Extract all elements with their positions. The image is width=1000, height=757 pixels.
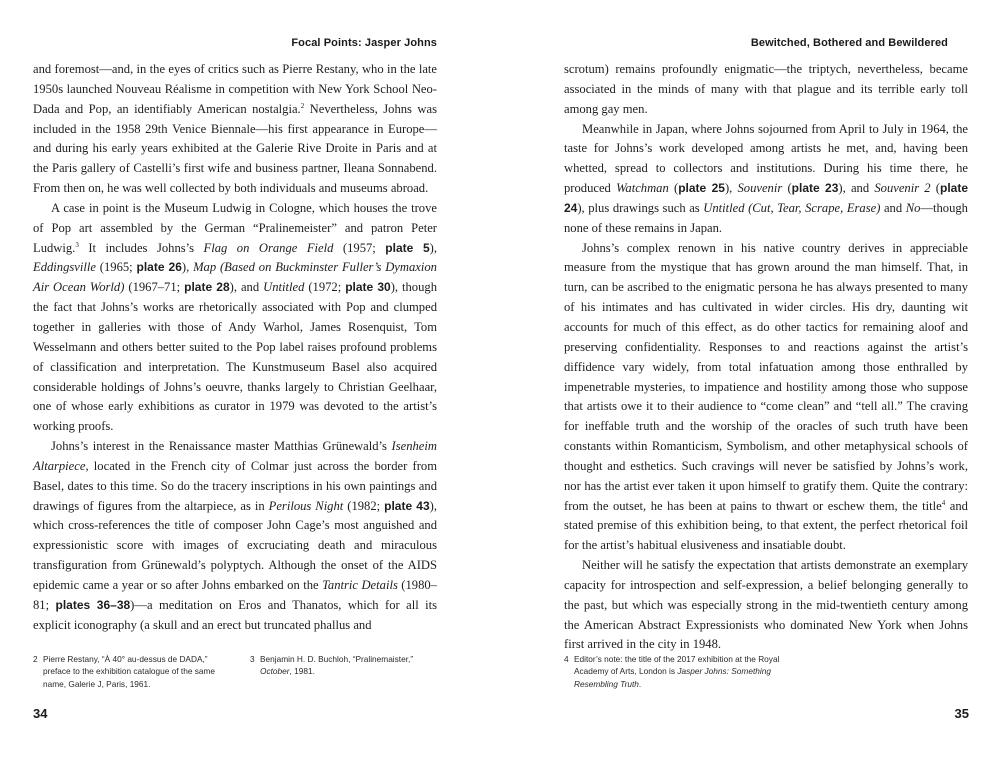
running-head-left: Focal Points: Jasper Johns (291, 37, 437, 49)
plate-ref: plate 23 (791, 181, 839, 196)
plate-ref: plate 28 (184, 280, 230, 295)
plate-ref: plates 36–38 (55, 597, 131, 612)
artwork-title: No (905, 200, 921, 215)
footnote-ref[interactable]: 4 (941, 498, 946, 507)
left-body-text (33, 60, 437, 635)
plate-ref: plate 43 (384, 498, 430, 513)
paragraph: Johns’s complex renown in his native country derives in appreciable measure from the mystique that has grown around the man himself. That, in turn, can be ascribed to the enigmatic persona he has always presented to many of his intimates and has cultivated in wider circles. His dry, daunting wit accounts for much of this effect, as do other tactics for remaining aloof and preserving confidentiality. Responses to and reactions against the artist’s diffidence vary widely, from total infatuation among those enthralled by impenetrable mysteries, to impatience and hostility among those who suppose that artists owe it to their audience to “come clean” and “tell all.” The craving for ineffable truth and the worship of the oracles of such truth have been constants within Romanticism, Symbolism, and other metaphysical schools of thought and esthetics. Such cravings will never be satisfied by Johns’s work, nor has the artist ever taken it upon himself to gratify them. Quite the contrary: from the outset, he has been at pains to thwart or eschew them, the title$^4$ and stated premise of this exhibition being, to that extent, the perfect rhetorical foil for the artist’s habitual elusiveness and insatiable doubt. (564, 240, 968, 553)
paragraph: Meanwhile in Japan, where Johns sojourned from April to July in 1964, the taste for Johns’s work developed among artists he met, and, having been whetted, spread to collectors and institutions. During his time there, he produced Watchman (plate 25), Souvenir (plate 23), and Souvenir 2 (plate 24), plus drawings such as Untitled (Cut, Tear, Scrape, Erase) and No—though none of these remains in Japan. (564, 121, 969, 235)
plate-ref: plate 5 (385, 240, 430, 255)
artwork-title: Souvenir (737, 181, 783, 196)
artwork-title: Untitled (263, 280, 305, 295)
artwork-title: Isenheim Altarpiece (33, 439, 437, 473)
artwork-title: Eddingsville (33, 260, 96, 275)
running-head-right: Bewitched, Bothered and Bewildered (750, 37, 948, 49)
page-number-right: 35 (954, 706, 969, 721)
plate-ref: plate 25 (678, 181, 725, 196)
right-page (500, 0, 1000, 757)
footnote: 4 Editor’s note: the title of the 2017 exhibition at the Royal Academy of Arts, London is Jasper Johns: Something Resembling Truth. (564, 654, 780, 689)
footnote-ref[interactable]: 2 (300, 101, 305, 110)
plate-ref: plate 26 (136, 260, 182, 275)
right-body-text (564, 60, 968, 655)
paragraph: Neither will he satisfy the expectation that artists demonstrate an exemplary capacity for introspection and self-expression, a belief belonging generally to the past, but which was especially strong in the mid-twentieth century among the American Abstract Expressionists who dominated New York when Johns first arrived in the city in 1948. (564, 558, 968, 652)
paragraph: Johns’s interest in the Renaissance master Matthias Grünewald’s Isenheim Altarpiece, located in the French city of Colmar just across the border from Basel, dates to this time. So do the tracery inscriptions in his own paintings and drawings of figures from the altarpiece, as in Perilous Night (1982; plate 43), which cross-references the title of composer John Cage’s most anguished and expressionistic score with images of excruciating death and miraculous transfiguration from Grünewald’s polyptych. Although the onset of the AIDS epidemic came a year or so after Johns embarked on the Tantric Details (1980–81; plates 36–38)—a meditation on Eros and Thanatos, which for all its explicit iconography (a skull and an erect but truncated phallus and (33, 439, 438, 632)
artwork-title: Souvenir 2 (874, 181, 931, 196)
artwork-title: Flag on Orange Field (203, 240, 334, 255)
plate-ref: plate 24 (564, 181, 969, 215)
artwork-title: Perilous Night (268, 498, 344, 513)
artwork-title: Tantric Details (322, 577, 398, 592)
footnote: 2 Pierre Restany, “À 40° au-dessus de DADA,” preface to the exhibition catalogue of the same name, Galerie J, Paris, 1961. (33, 654, 216, 689)
paragraph: and foremost—and, in the eyes of critics such as Pierre Restany, who in the late 1950s launched Nouveau Réalisme in competition with New York School Neo-Dada and Pop, an identifiably American nostalgia.$^2$ Nevertheless, Johns was included in the 1958 29th Venice Biennale—his first appearance in Europe—and during his early years exhibited at the Galerie Rive Droite in Paris and at the Paris gallery of Castelli’s first wife and business partner, Ileana Sonnabend. From then on, he was well collected by both individuals and museums abroad. (33, 62, 437, 196)
paragraph: A case in point is the Museum Ludwig in Cologne, which houses the trove of Pop art assembled by the German “Pralinemeister” and patron Peter Ludwig.$^3$ It includes Johns’s Flag on Orange Field (1957; plate 5), Eddingsville (1965; plate 26), Map (Based on Buckminster Fuller’s Dymaxion Air Ocean World) (1967–71; plate 28), and Untitled (1972; plate 30), though the fact that Johns’s works are rhetorically associated with Pop and clumped together in galleries with those of Andy Warhol, James Rosenquist, Tom Wesselmann and others better suited to the Pop label raises profound problems of classification and interpretation. The Kunstmuseum Basel also acquired considerable holdings of Johns’s oeuvre, thanks largely to Christian Geelhaar, one of whose early exhibitions as curator in 1979 was devoted to the artist’s working proofs. (33, 200, 437, 434)
artwork-title: Watchman (616, 181, 669, 196)
plate-ref: plate 30 (345, 280, 391, 295)
artwork-title: Map (Based on Buckminster Fuller’s Dymaxion Air Ocean World) (33, 260, 437, 295)
page-number-left: 34 (33, 706, 48, 721)
footnote: 3 Benjamin H. D. Buchloh, “Pralinemaister,” October, 1981. (250, 654, 414, 677)
paragraph: scrotum) remains profoundly enigmatic—the triptych, nevertheless, became associated in the minds of many with that plague and its terrible early toll among gay men. (564, 62, 968, 116)
artwork-title: Untitled (Cut, Tear, Scrape, Erase) (703, 200, 881, 215)
footnote-ref[interactable]: 3 (75, 240, 79, 249)
